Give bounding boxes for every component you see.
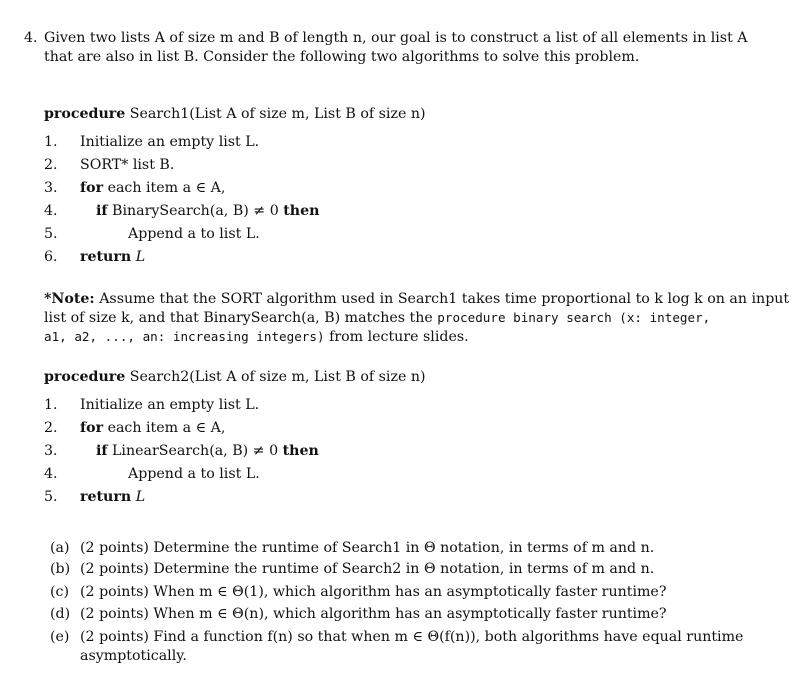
question-label: (a) (50, 540, 70, 556)
step-text: LinearSearch(a, B) ≠ 0 (112, 443, 279, 459)
search2-signature: Search2(List A of size m, List B of size n) (129, 369, 426, 385)
search2-header (44, 369, 426, 385)
step-text: Append a to list L. (128, 466, 260, 482)
for-keyword: for (80, 420, 104, 436)
question-label: (d) (50, 606, 71, 622)
if-keyword: if (96, 443, 108, 459)
step-text: L (135, 489, 146, 505)
step-number: 4. (44, 466, 58, 482)
problem-number: 4. (24, 30, 38, 46)
question-label: (c) (50, 584, 70, 600)
step-text: BinarySearch(a, B) ≠ 0 (112, 203, 279, 219)
step-text: each item a ∈ A, (107, 180, 226, 196)
step-line (80, 180, 225, 196)
step-line (96, 203, 319, 219)
step-number: 5. (44, 226, 58, 242)
if-keyword: if (96, 203, 108, 219)
problem-intro-line2: that are also in list B. Consider the following two algorithms to solve this problem. (44, 49, 640, 65)
step-number: 6. (44, 249, 58, 265)
question-label: (b) (50, 561, 71, 577)
step-text: each item a ∈ A, (107, 420, 226, 436)
note-line1 (44, 291, 789, 307)
note-line2 (44, 310, 710, 326)
step-number: 4. (44, 203, 58, 219)
question-text: (2 points) Find a function f(n) so that when m ∈ Θ(f(n)), both algorithms have equal runtime (80, 629, 744, 645)
note-code: a1, a2, ..., an: increasing integers) (44, 329, 325, 344)
step-text: Append a to list L. (128, 226, 260, 242)
step-line (96, 443, 319, 459)
question-text: (2 points) When m ∈ Θ(1), which algorithm has an asymptotically faster runtime? (80, 584, 667, 600)
question-label: (e) (50, 629, 70, 645)
step-number: 1. (44, 134, 58, 150)
note-line3 (44, 329, 469, 345)
search1-signature: Search1(List A of size m, List B of size n) (129, 106, 426, 122)
step-number: 3. (44, 180, 58, 196)
step-number: 1. (44, 397, 58, 413)
for-keyword: for (80, 180, 104, 196)
note-text: from lecture slides. (329, 329, 469, 345)
return-keyword: return (80, 489, 132, 505)
then-keyword: then (283, 203, 320, 219)
question-text: (2 points) When m ∈ Θ(n), which algorithm has an asymptotically faster runtime? (80, 606, 667, 622)
step-number: 3. (44, 443, 58, 459)
note-text: list of size k, and that BinarySearch(a, B) matches the (44, 310, 433, 326)
step-line (80, 249, 145, 265)
step-line (80, 489, 145, 505)
question-text: (2 points) Determine the runtime of Search2 in Θ notation, in terms of m and n. (80, 561, 655, 577)
then-keyword: then (282, 443, 319, 459)
note-code: procedure binary search (x: integer, (437, 310, 711, 325)
question-text: (2 points) Determine the runtime of Search1 in Θ notation, in terms of m and n. (80, 540, 655, 556)
step-number: 2. (44, 420, 58, 436)
step-number: 5. (44, 489, 58, 505)
search1-header (44, 106, 426, 122)
step-text: SORT* list B. (80, 157, 175, 173)
step-text: L (135, 249, 146, 265)
step-line (80, 420, 225, 436)
procedure-keyword: procedure (44, 106, 126, 122)
return-keyword: return (80, 249, 132, 265)
step-number: 2. (44, 157, 58, 173)
problem-intro-line1: Given two lists A of size m and B of length n, our goal is to construct a list of all elements in list A (44, 30, 748, 46)
note-text: Assume that the SORT algorithm used in Search1 takes time proportional to k log k on an input (99, 291, 790, 307)
procedure-keyword: procedure (44, 369, 126, 385)
note-label: *Note: (44, 291, 95, 307)
step-text: Initialize an empty list L. (80, 397, 260, 413)
question-text-continued: asymptotically. (80, 648, 187, 664)
step-text: Initialize an empty list L. (80, 134, 260, 150)
